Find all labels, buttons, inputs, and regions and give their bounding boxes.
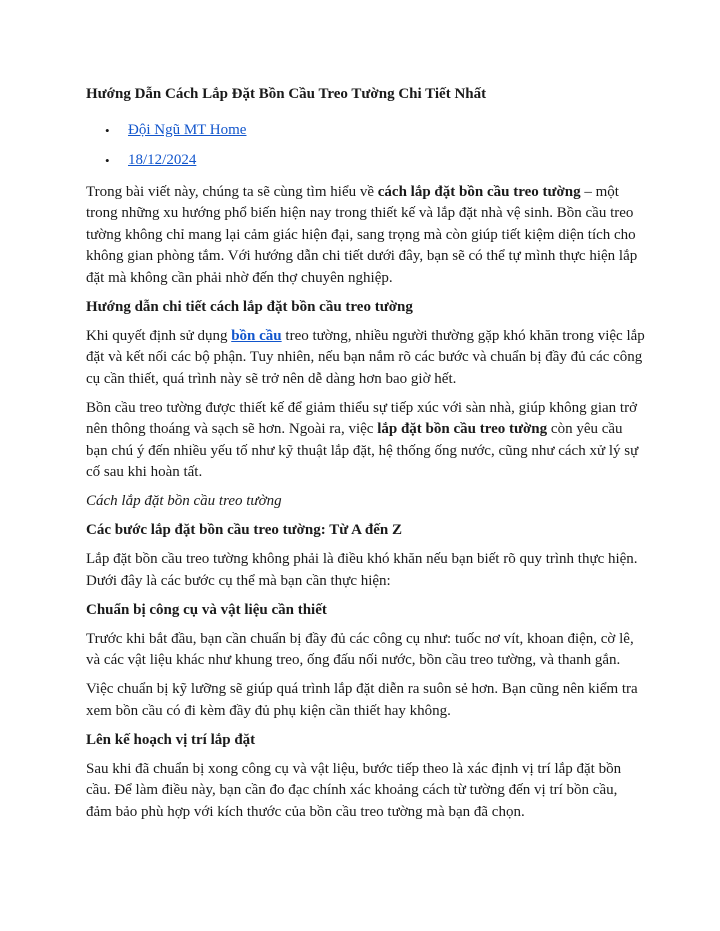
article bbox=[86, 84, 646, 831]
intro-bold-keyword: cách lắp đặt bồn cầu treo tường bbox=[377, 183, 581, 200]
article-title: Hướng Dẫn Cách Lắp Đặt Bồn Cầu Treo Tường Chi Tiết Nhất bbox=[86, 86, 487, 102]
image-caption: Cách lắp đặt bồn cầu treo tường bbox=[86, 493, 282, 509]
paragraph-usage-text-2: treo tường, nhiều người thường gặp khó khăn trong việc lắp đặt và kết nối các bộ phận. Tuy nhiên, nếu bạn nắm rõ các bước và chuẩn bị đầy đủ các công cụ cần thiết, quá trình này sẽ trở nên dễ dàng hơn bao giờ hết. bbox=[86, 327, 645, 387]
section-heading-steps: Các bước lắp đặt bồn cầu treo tường: Từ A đến Z bbox=[86, 522, 403, 538]
author-link[interactable]: Đội Ngũ MT Home bbox=[128, 121, 247, 138]
section-heading-guide: Hướng dẫn chi tiết cách lắp đặt bồn cầu treo tường bbox=[86, 298, 413, 315]
intro-text-1: Trong bài viết này, chúng ta sẽ cùng tìm hiểu về bbox=[86, 183, 378, 200]
paragraph-check: Việc chuẩn bị kỹ lưỡng sẽ giúp quá trình lắp đặt diễn ra suôn sẻ hơn. Bạn cũng nên kiểm tra xem bồn cầu có đi kèm đầy đủ phụ kiện cần thiết hay không. bbox=[86, 681, 638, 719]
date-link[interactable]: 18/12/2024 bbox=[128, 151, 197, 168]
bullet-icon: • bbox=[105, 152, 110, 168]
meta-date-item bbox=[86, 150, 646, 171]
section-heading-plan: Lên kế hoạch vị trí lắp đặt bbox=[86, 731, 256, 748]
intro-paragraph bbox=[86, 182, 646, 290]
paragraph-steps-intro: Lắp đặt bồn cầu treo tường không phải là điều khó khăn nếu bạn biết rõ quy trình thực hiện. Dưới đây là các bước cụ thể mà bạn cần thực hiện: bbox=[86, 551, 638, 589]
article-meta-list bbox=[86, 120, 646, 171]
intro-text-2: – một trong những xu hướng phổ biến hiện nay trong thiết kế và lắp đặt nhà vệ sinh. Bồn cầu treo tường không chỉ mang lại cảm giác hiện đại, sang trọng mà còn giúp tiết kiệm diện tích cho không gian phòng tắm. Với hướng dẫn chi tiết dưới đây, bạn sẽ có thể tự mình thực hiện lắp đặt mà không cần phải nhờ đến thợ chuyên nghiệp. bbox=[86, 183, 638, 286]
bullet-icon: • bbox=[105, 122, 110, 138]
paragraph-tools: Trước khi bắt đầu, bạn cần chuẩn bị đầy đủ các công cụ như: tuốc nơ vít, khoan điện, cờ lê, và các vật liệu khác như khung treo, ống đấu nối nước, bồn cầu treo tường, và thanh gắn. bbox=[86, 630, 634, 668]
paragraph-design-text-2: còn yêu cầu bạn chú ý đến nhiều yếu tố như kỹ thuật lắp đặt, hệ thống ống nước, cũng như cách xử lý sự cố sau khi hoàn tất. bbox=[86, 421, 639, 480]
paragraph-design bbox=[86, 398, 646, 484]
paragraph-usage-text-1: Khi quyết định sử dụng bbox=[86, 327, 232, 344]
paragraph-usage bbox=[86, 326, 646, 391]
meta-author-item bbox=[86, 120, 646, 141]
bon-cau-link[interactable]: bồn cầu bbox=[231, 327, 282, 344]
paragraph-position: Sau khi đã chuẩn bị xong công cụ và vật liệu, bước tiếp theo là xác định vị trí lắp đặt bồn cầu. Để làm điều này, bạn cần đo đạc chính xác khoảng cách từ tường đến vị trí bồn cầu, đảm bảo phù hợp với kích thước của bồn cầu treo tường mà bạn đã chọn. bbox=[86, 760, 622, 820]
section-heading-prepare: Chuẩn bị công cụ và vật liệu cần thiết bbox=[86, 601, 327, 618]
paragraph-design-bold-keyword: lắp đặt bồn cầu treo tường bbox=[377, 421, 548, 437]
paragraph-design-text-1: Bồn cầu treo tường được thiết kế để giảm thiểu sự tiếp xúc với sàn nhà, giúp không gian trở nên thông thoáng và sạch sẽ hơn. Ngoài ra, việc bbox=[86, 399, 638, 437]
